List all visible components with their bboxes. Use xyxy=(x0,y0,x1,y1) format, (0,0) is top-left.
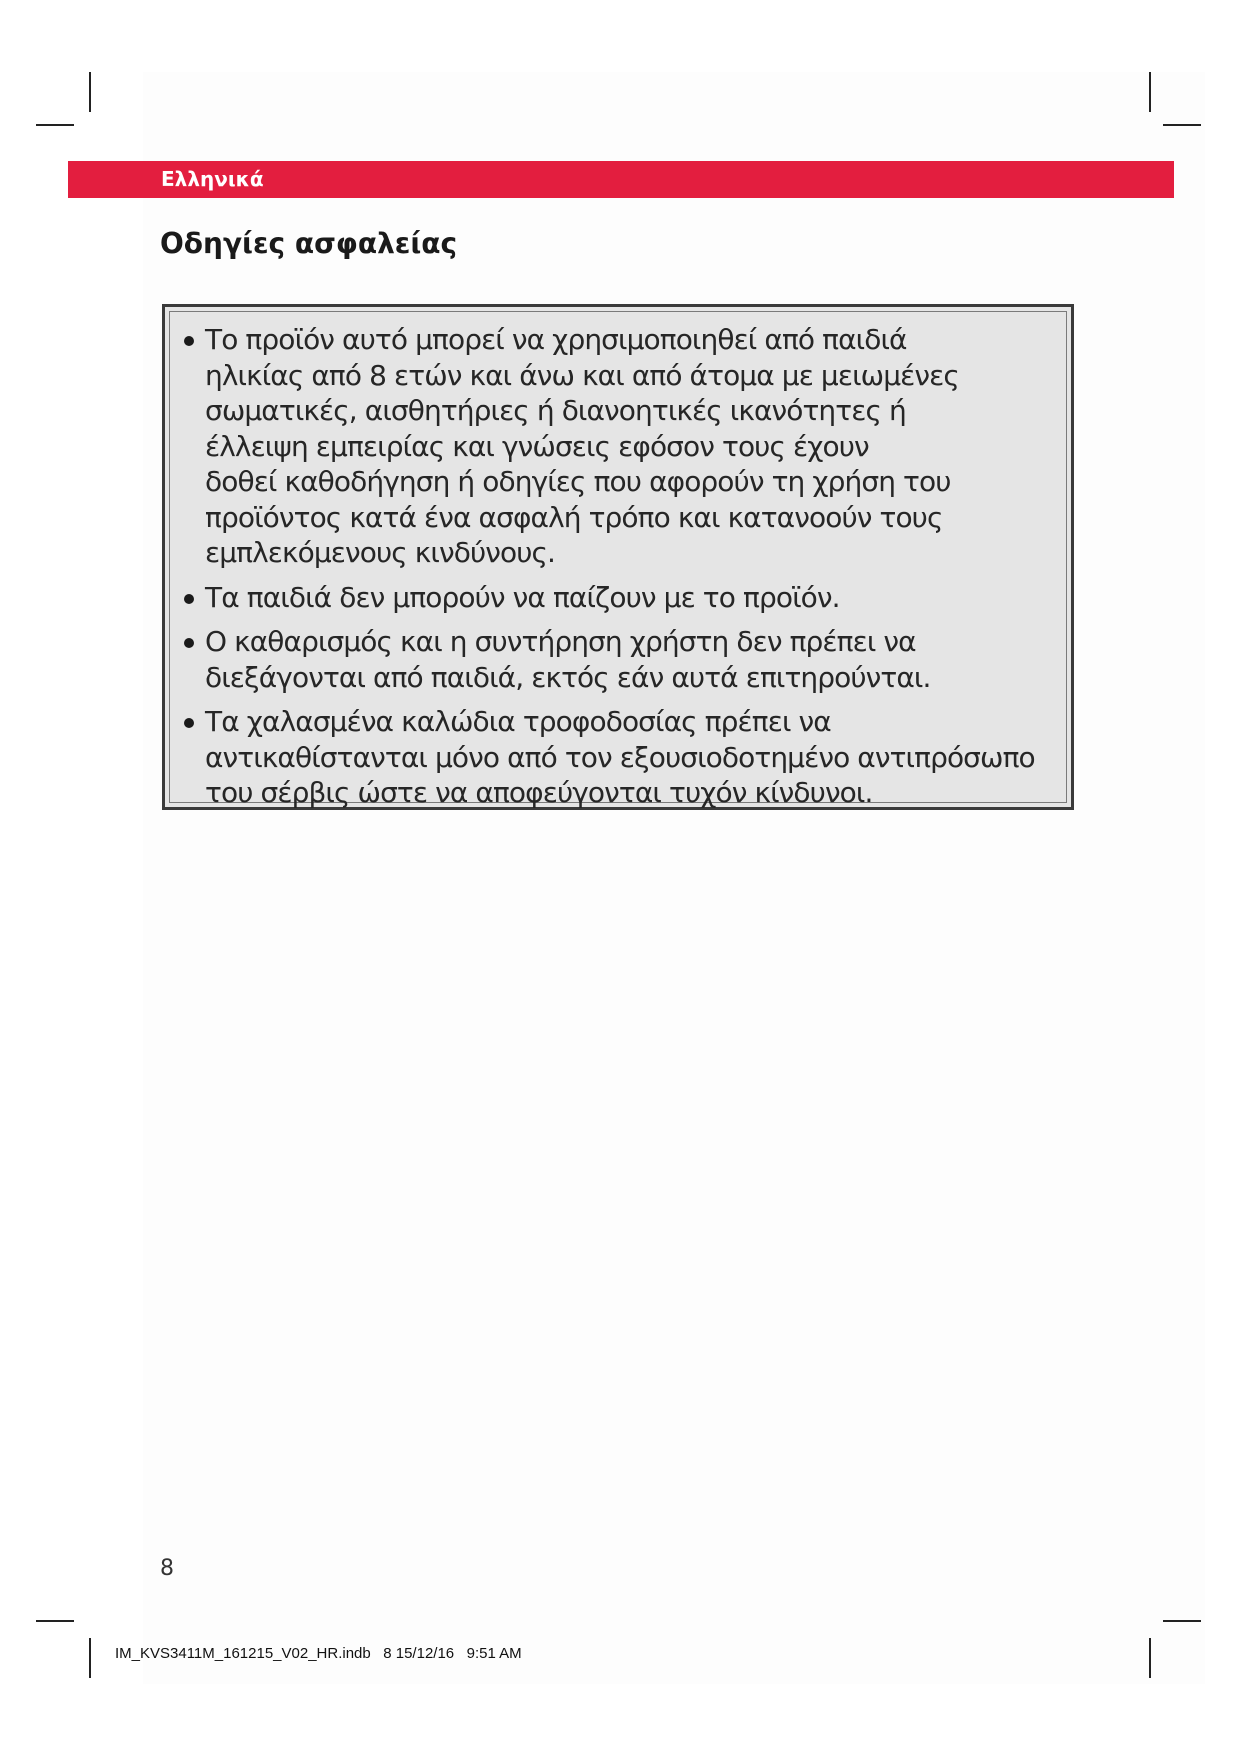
crop-mark-top-right-horizontal xyxy=(1163,124,1201,126)
safety-warning-line: διεξάγονται από παιδιά, εκτός εάν αυτά επιτηρούνται. xyxy=(205,660,931,694)
safety-warning-line: Τα παιδιά δεν μπορούν να παίζουν με το προϊόν. xyxy=(205,580,840,614)
section-title: Οδηγίες ασφαλείας xyxy=(160,227,458,260)
safety-warning-item xyxy=(182,704,1066,811)
bullet-icon xyxy=(184,718,194,728)
safety-warning-inner-frame xyxy=(169,311,1067,809)
safety-warning-line: Το προϊόν αυτό μπορεί να χρησιμοποιηθεί από παιδιά xyxy=(205,323,907,356)
page-number: 8 xyxy=(160,1556,174,1581)
safety-warning-line: σωματικές, αισθητήριες ή διανοητικές ικανότητες ή xyxy=(205,394,906,427)
safety-warning-line: προϊόντος κατά ένα ασφαλή τρόπο και κατανοούν τους xyxy=(205,500,943,534)
crop-mark-bottom-left-horizontal xyxy=(36,1620,74,1622)
crop-mark-bottom-right-vertical xyxy=(1149,1638,1151,1678)
bullet-icon xyxy=(184,336,194,346)
crop-mark-top-left-vertical xyxy=(89,72,91,112)
bullet-icon xyxy=(184,594,194,604)
print-info: IM_KVS3411M_161215_V02_HR.indb 8 15/12/16 9:51 AM xyxy=(115,1645,522,1662)
safety-warning-line: Τα χαλασμένα καλώδια τροφοδοσίας πρέπει να xyxy=(205,705,831,738)
language-header-bar xyxy=(68,161,1174,198)
safety-warning-line: εμπλεκόμενους κινδύνους. xyxy=(205,536,556,569)
safety-warning-list xyxy=(182,322,1066,811)
safety-warning-item xyxy=(182,624,1066,695)
safety-warning-line: του σέρβις ώστε να αποφεύγονται τυχόν κίνδυνοι. xyxy=(205,776,873,809)
safety-warning-box xyxy=(162,304,1074,810)
safety-warning-line: δοθεί καθοδήγηση ή οδηγίες που αφορούν τη χρήση του xyxy=(205,465,951,498)
safety-warning-line: αντικαθίστανται μόνο από τον εξουσιοδοτημένο αντιπρόσωπο xyxy=(205,740,1035,774)
language-label: Ελληνικά xyxy=(161,167,264,191)
safety-warning-line: ηλικίας από 8 ετών και άνω και από άτομα με μειωμένες xyxy=(205,358,959,392)
crop-mark-bottom-left-vertical xyxy=(89,1638,91,1678)
safety-warning-line: Ο καθαρισμός και η συντήρηση χρήστη δεν πρέπει να xyxy=(205,625,916,658)
safety-warning-item xyxy=(182,580,1066,616)
crop-mark-top-right-vertical xyxy=(1149,72,1151,112)
crop-mark-top-left-horizontal xyxy=(36,124,74,126)
safety-warning-item xyxy=(182,322,1066,571)
safety-warning-line: έλλειψη εμπειρίας και γνώσεις εφόσον τους έχουν xyxy=(205,429,869,463)
crop-mark-bottom-right-horizontal xyxy=(1163,1620,1201,1622)
bullet-icon xyxy=(184,638,194,648)
